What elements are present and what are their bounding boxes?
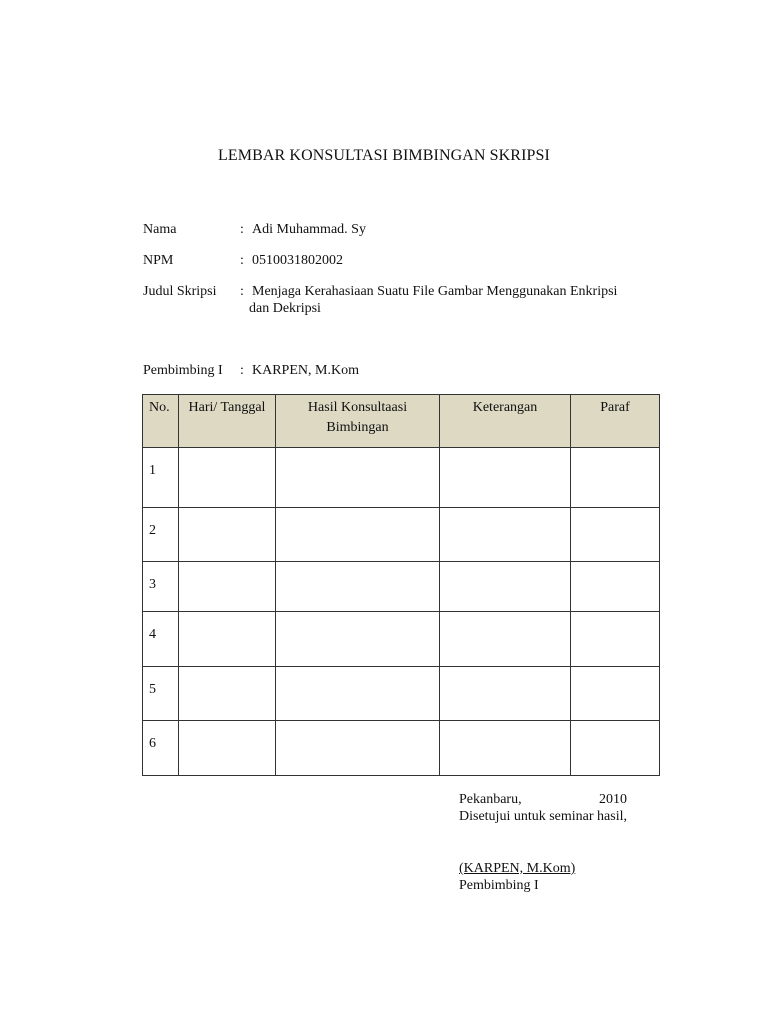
header-result: [276, 395, 440, 448]
header-result-line1: Hasil Konsultaasi: [307, 400, 408, 415]
result-cell: [276, 562, 440, 612]
result-cell: [276, 448, 440, 508]
thesis-title-separator: :: [240, 284, 244, 299]
table-row: [143, 667, 660, 721]
result-cell: [276, 721, 440, 776]
name-separator: :: [240, 222, 244, 237]
notes-cell: [440, 721, 571, 776]
header-date: Hari/ Tanggal: [179, 395, 276, 448]
signature-cell: [571, 562, 660, 612]
npm-label: NPM: [143, 253, 174, 268]
name-value: Adi Muhammad. Sy: [252, 222, 366, 237]
notes-cell: [440, 448, 571, 508]
signature-cell: [571, 667, 660, 721]
document-title: LEMBAR KONSULTASI BIMBINGAN SKRIPSI: [218, 147, 550, 164]
supervisor-separator: :: [240, 363, 244, 378]
date-cell: [179, 721, 276, 776]
table-row: [143, 612, 660, 667]
row-number: 5: [143, 667, 179, 721]
consultation-table: [142, 394, 660, 776]
date-cell: [179, 448, 276, 508]
approval-place: Pekanbaru,: [459, 792, 522, 807]
signature-cell: [571, 612, 660, 667]
date-cell: [179, 562, 276, 612]
header-result-line2: Bimbingan: [326, 420, 389, 435]
notes-cell: [440, 508, 571, 562]
signature-cell: [571, 721, 660, 776]
row-number: 3: [143, 562, 179, 612]
header-notes: Keterangan: [440, 395, 571, 448]
notes-cell: [440, 562, 571, 612]
thesis-title-value-line1: Menjaga Kerahasiaan Suatu File Gambar Menggunakan Enkripsi: [252, 284, 618, 299]
header-signature: Paraf: [571, 395, 660, 448]
approval-statement: Disetujui untuk seminar hasil,: [459, 809, 627, 824]
supervisor-value: KARPEN, M.Kom: [252, 363, 359, 378]
table-row: [143, 508, 660, 562]
table-row: [143, 721, 660, 776]
result-cell: [276, 667, 440, 721]
table-header-row: [143, 395, 660, 448]
header-no: No.: [143, 395, 179, 448]
date-cell: [179, 508, 276, 562]
result-cell: [276, 508, 440, 562]
signature-cell: [571, 448, 660, 508]
supervisor-label: Pembimbing I: [143, 363, 223, 378]
row-number: 1: [143, 448, 179, 508]
table-row: [143, 562, 660, 612]
notes-cell: [440, 612, 571, 667]
row-number: 6: [143, 721, 179, 776]
thesis-title-label: Judul Skripsi: [143, 284, 217, 299]
notes-cell: [440, 667, 571, 721]
table-row: [143, 448, 660, 508]
date-cell: [179, 667, 276, 721]
row-number: 2: [143, 508, 179, 562]
date-cell: [179, 612, 276, 667]
npm-value: 0510031802002: [252, 253, 343, 268]
thesis-title-value-line2: dan Dekripsi: [249, 301, 321, 316]
row-number: 4: [143, 612, 179, 667]
name-label: Nama: [143, 222, 177, 237]
signature-cell: [571, 508, 660, 562]
approval-year: 2010: [599, 792, 627, 807]
result-cell: [276, 612, 440, 667]
signer-name: (KARPEN, M.Kom): [459, 861, 576, 876]
signer-role: Pembimbing I: [459, 878, 539, 893]
npm-separator: :: [240, 253, 244, 268]
